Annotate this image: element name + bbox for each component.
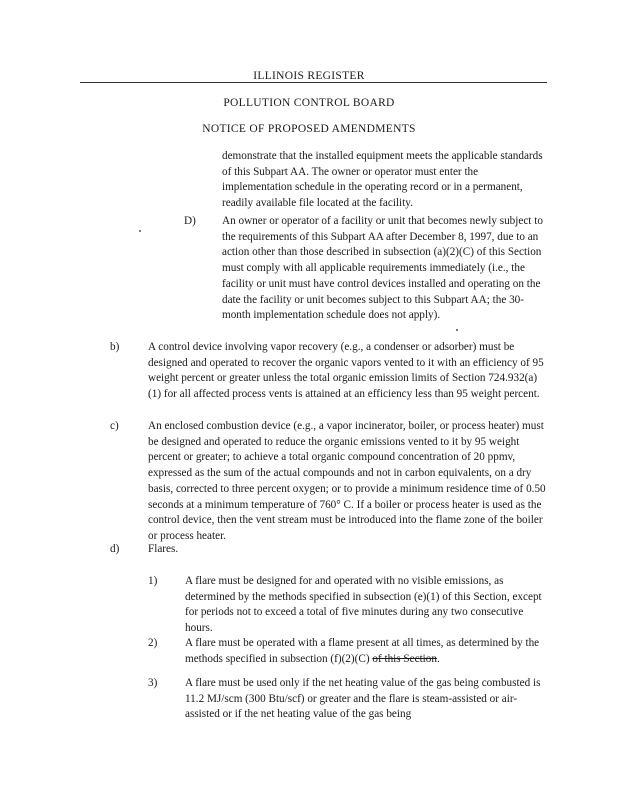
item-d3-label: 3) — [148, 677, 158, 689]
register-title: ILLINOIS REGISTER — [253, 70, 365, 82]
scan-speck — [139, 230, 141, 232]
board-title: POLLUTION CONTROL BOARD — [223, 97, 395, 109]
item-b-label: b) — [110, 341, 120, 353]
item-c-paragraph: An enclosed combustion device (e.g., a vapor incinerator, boiler, or process heater) must be designed and operated to reduce the organic emissions vented to it by 95 weight percent or greater; to achieve a total organic compound concentration of 20 ppmv, expressed as the sum of the actual compounds and not in carbon equivalents, on a dry basis, corrected to three percent oxygen; or to provide a minimum residence time of 0.50 seconds at a minimum temperature of 760° C. If a boiler or process heater is used as the control device, then the vent stream must be introduced into the flame zone of the boiler or process heater. — [148, 420, 546, 542]
item-d1-label: 1) — [148, 575, 158, 587]
item-d-label: d) — [110, 543, 120, 555]
item-D-paragraph: An owner or operator of a facility or unit that becomes newly subject to the requirements of this Subpart AA after December 8, 1997, due to an action other than those described in subsection (a)(2)(C) of this Section must comply with all applicable requirements immediately (i.e., the facility or unit must have control devices installed and operating on the date the facility or unit becomes subject to this Subpart AA; the 30-month implementation schedule does not apply). — [222, 215, 543, 322]
item-d3-paragraph: A flare must be used only if the net heating value of the gas being combusted is 11.2 MJ/scm (300 Btu/scf) or greater and the flare is steam-assisted or air-assisted or if the net heating value of the gas being — [185, 677, 541, 721]
item-b-paragraph: A control device involving vapor recovery (e.g., a condenser or adsorber) must be designed and operated to recover the organic vapors vented to it with an efficiency of 95 weight percent or greater unless the total organic emission limits of Section 724.932(a)(1) for all affected process vents is attained at an efficiency less than 95 weight percent. — [148, 341, 544, 401]
item-d2-end: . — [436, 652, 440, 665]
notice-title: NOTICE OF PROPOSED AMENDMENTS — [202, 123, 416, 135]
item-D-label: D) — [184, 215, 196, 227]
item-d2-text: A flare must be operated with a flame present at all times, as determined by the methods specified in subsection (f)(2)(C) — [185, 637, 540, 665]
item-d1-paragraph: A flare must be designed for and operated with no visible emissions, as determined by the methods specified in subsection (e)(1) of this Section, except for periods not to exceed a total of five minutes during any two consecutive hours. — [185, 575, 542, 635]
header-rule — [80, 82, 547, 83]
item-d2-label: 2) — [148, 637, 158, 649]
item-d2-struck-text: of this Section — [372, 652, 437, 665]
item-c-label: c) — [110, 420, 119, 432]
item-d2-paragraph — [185, 636, 545, 667]
item-d-heading: Flares. — [148, 543, 179, 555]
scan-speck — [456, 329, 458, 331]
continuation-paragraph: demonstrate that the installed equipment meets the applicable standards of this Subpart AA. The owner or operator must enter the implementation schedule in the operating record or in a permanent, readily available file located at the facility. — [222, 150, 543, 210]
